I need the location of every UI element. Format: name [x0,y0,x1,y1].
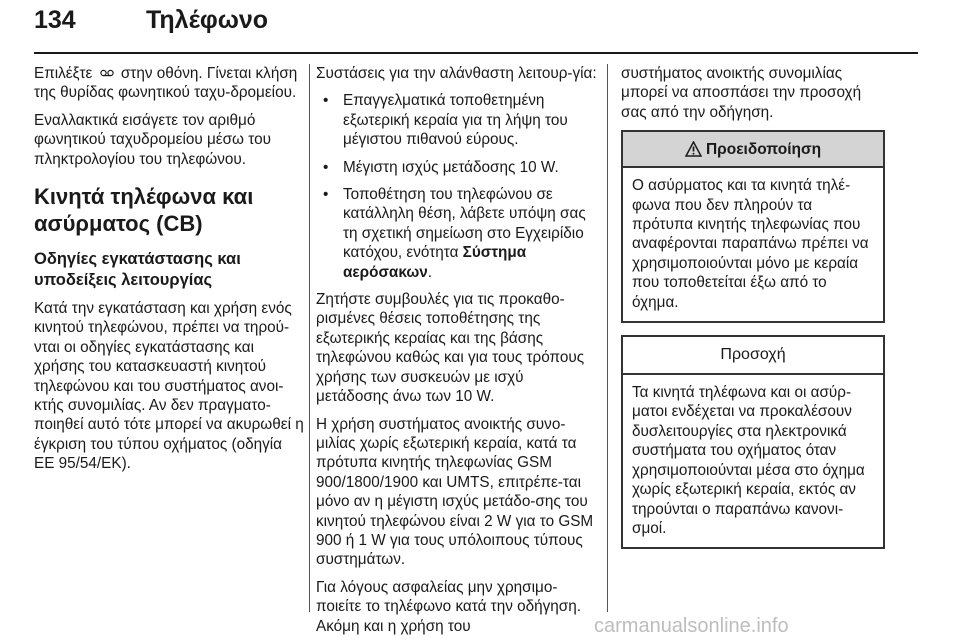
caution-box [621,335,885,549]
column-1 [34,64,304,482]
advice-paragraph: Ζητήστε συμβουλές για τις προκαθο-ρισμένες θέσεις τοποθέτησης της εξωτερικής κεραίας και της βάσης τηλεφώνου καθώς και για τους τρόπους χρήσης των συσκευών με ισχύ μετάδοσης άνω των 10 W. [316,291,585,406]
caution-header [623,337,883,375]
column-2 [316,64,599,644]
header-divider [34,52,918,54]
recommendations-list [316,91,599,282]
warning-box [621,130,885,323]
voicemail-paragraph: Επιλέξτε στην οθόνη. Γίνεται κλήση της θυρίδας φωνητικού ταχυ-δρομείου. [34,65,298,102]
recommendations-intro: Συστάσεις για την αλάνθαστη λειτουρ-γία: [316,65,597,82]
warning-header [623,132,883,168]
installation-paragraph: Κατά την εγκατάσταση και χρήση ενός κινητού τηλεφώνου, πρέπει να τηρού-νται οι οδηγίες εγκατάστασης και χρήσης του κατασκευαστή κινητού τηλεφώνου και του συστήματος ανοι-κτής συνομιλίας. Αν δεν πραγματο-ποιηθεί αυτό τότε μπορεί να ακυρωθεί η έγκριση του τύπου οχήματος (οδηγία ΕΕ 95/54/ΕΚ). [34,300,304,473]
alternative-paragraph: Εναλλακτικά εισάγετε τον αριθμό φωνητικού ταχυδρομείου μέσω του πληκτρολογίου του τηλεφώνου. [34,111,271,168]
list-item: • Μέγιστη ισχύς μετάδοσης 10 W. [316,158,599,177]
page-title: Τηλέφωνο [146,6,269,34]
subsection-title: Οδηγίες εγκατάστασης και υποδείξεις λειτουργίας [34,250,241,289]
caution-body: Τα κινητά τηλέφωνα και οι ασύρ-ματοι ενδέχεται να προκαλέσουν δυσλειτουργίες στα ηλεκτρονικά συστήματα του οχήματος όταν χρησιμοποιούνται μέσα στο όχημα χωρίς εξωτερική κεραία, εκτός αν τηρούνται ο παραπάνω κανονι-σμοί. [632,384,865,537]
page-header [34,6,930,46]
warning-title: Προειδοποίηση [705,140,822,158]
list-item: • Επαγγελματικά τοποθετημένη εξωτερική κεραία για τη λήψη του μέγιστου πιθανού εύρους. [316,91,599,149]
voicemail-icon [100,68,114,78]
safety-paragraph: Για λόγους ασφαλείας μην χρησιμο-ποιείτε το τηλέφωνο κατά την οδήγηση. Ακόμη και η χρήση του [316,578,581,635]
column-3 [621,64,885,549]
airbag-system-reference: Σύστημα αερόσακων [343,244,527,281]
page-number: 134 [34,6,76,34]
warning-triangle-icon [685,141,702,157]
list-item: • Τοποθέτηση του τηλεφώνου σε κατάλληλη θέση, λάβετε υπόψη σας τη σχετική σημείωση στο Εγχειρίδιο κατόχου, ενότητα Σύστημα αερόσακων. [316,185,599,282]
warning-body: Ο ασύρματος και τα κινητά τηλέ-φωνα που δεν πληρούν τα πρότυπα κινητής τηλεφωνίας που αναφέρονται παραπάνω πρέπει να χρησιμοποιούνται μόνο με κεραία που τοποθετείται έξω από το όχημα. [632,177,869,311]
continuation-paragraph: συστήματος ανοικτής συνομιλίας μπορεί να αποσπάσει την προσοχή σας από την οδήγηση. [621,65,862,121]
caution-title: Προσοχή [720,346,786,364]
watermark: carmanualsonline.info [594,615,789,637]
usage-paragraph: Η χρήση συστήματος ανοικτής συνο-μιλίας χωρίς εξωτερική κεραία, κατά τα πρότυπα κινητής τηλεφωνίας GSM 900/1800/1900 και UMTS, επιτρέπε-ται μόνο αν η μέγιστη ισχύς μετάδο-σης του κινητού τηλεφώνου είναι 2 W για το GSM 900 ή 1 W για τους υπόλοιπους τύπους συστημάτων. [316,415,594,569]
column-divider-2 [607,64,608,612]
column-divider-1 [309,64,310,612]
section-title: Κινητά τηλέφωνα και ασύρματος (CB) [34,184,254,237]
